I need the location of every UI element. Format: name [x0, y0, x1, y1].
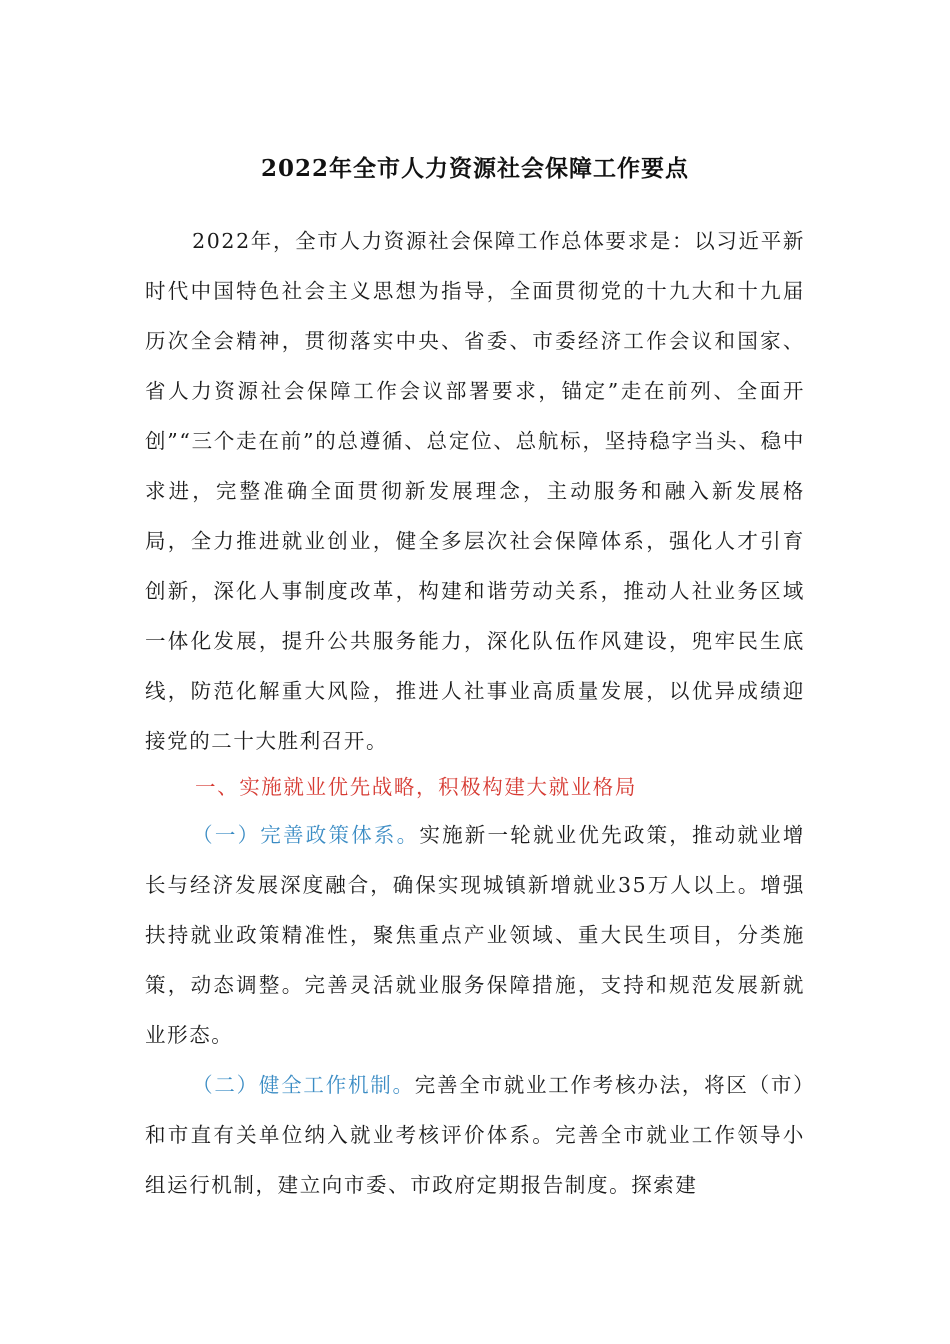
item-label-1: （一）完善政策体系。	[192, 823, 420, 847]
item-text-2: 完善全市就业工作考核办法，将区（市）和市直有关单位纳入就业考核评价体系。完善全市就业工作领导小组运行机制，建立向市委、市政府定期报告制度。探索建	[145, 1073, 805, 1197]
document-title: 2022年全市人力资源社会保障工作要点	[260, 155, 689, 182]
item-text-1: 实施新一轮就业优先政策，推动就业增长与经济发展深度融合，确保实现城镇新增就业35万人以上。增强扶持就业政策精准性，聚焦重点产业领域、重大民生项目，分类施策，动态调整。完善灵活就业服务保障措施，支持和规范发展新就业形态。	[145, 823, 806, 1047]
item-paragraph-2	[145, 1060, 805, 1210]
item-paragraph-1	[145, 810, 805, 1060]
intro-paragraph: 2022年，全市人力资源社会保障工作总体要求是：以习近平新时代中国特色社会主义思想为指导，全面贯彻党的十九大和十九届历次全会精神，贯彻落实中央、省委、市委经济工作会议和国家、省人力资源社会保障工作会议部署要求，锚定”走在前列、全面开创”“三个走在前”的总遵循、总定位、总航标，坚持稳字当头、稳中求进，完整准确全面贯彻新发展理念，主动服务和融入新发展格局，全力推进就业创业，健全多层次社会保障体系，强化人才引育创新，深化人事制度改革，构建和谐劳动关系，推动人社业务区域一体化发展，提升公共服务能力，深化队伍作风建设，兜牢民生底线，防范化解重大风险，推进人社事业高质量发展，以优异成绩迎接党的二十大胜利召开。	[145, 229, 805, 753]
section-heading-1: 一、实施就业优先战略，积极构建大就业格局	[195, 775, 637, 799]
item-label-2: （二）健全工作机制。	[192, 1073, 415, 1097]
